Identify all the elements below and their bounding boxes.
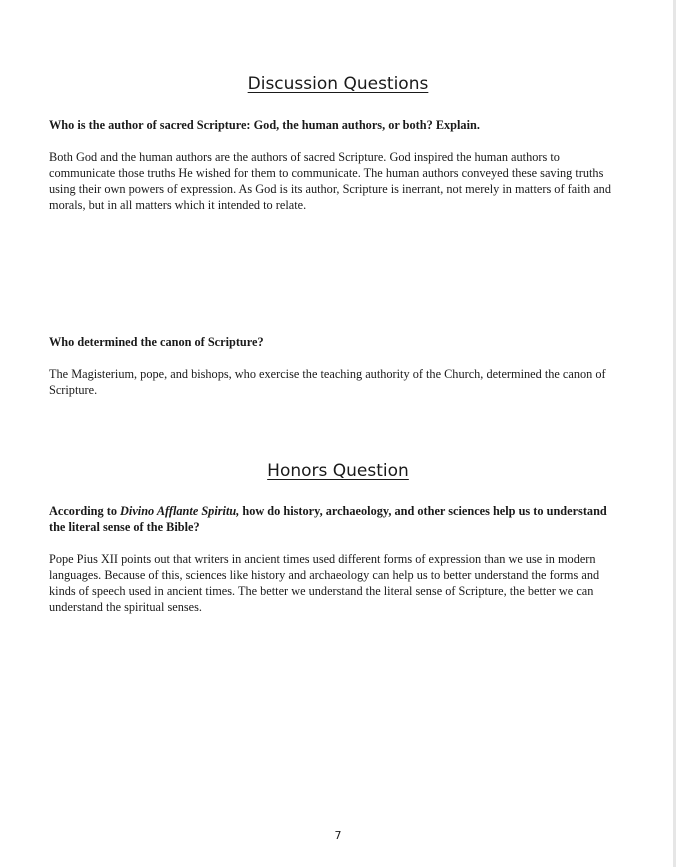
discussion-heading-text: Discussion Questions <box>247 74 429 94</box>
question-canon-of-scripture: Who determined the canon of Scripture? <box>49 335 264 349</box>
honors-heading <box>0 461 676 481</box>
answer-canon-of-scripture: The Magisterium, pope, and bishops, who exercise the teaching authority of the Church, determined the canon of Scripture. <box>49 367 606 397</box>
question-author-of-scripture: Who is the author of sacred Scripture: God, the human authors, or both? Explain. <box>49 118 480 132</box>
page-number: 7 <box>334 829 342 842</box>
answer-honors: Pope Pius XII points out that writers in ancient times used different forms of expression than we use in modern languages. Because of this, sciences like history and archaeology can help us to better understand the forms and kinds of speech used in ancient times. The better we understand the literal sense of Scripture, the better we can understand the spiritual senses. <box>49 552 600 614</box>
question-honors-suffix: how do history, archaeology, and other sciences help us to understand the literal sense of the Bible? <box>49 504 607 534</box>
discussion-heading <box>0 74 676 94</box>
question-honors <box>49 503 624 535</box>
question-honors-title: Divino Afflante Spiritu, <box>120 504 240 518</box>
honors-heading-text: Honors Question <box>267 461 409 481</box>
question-honors-prefix: According to <box>49 504 121 518</box>
answer-author-of-scripture: Both God and the human authors are the authors of sacred Scripture. God inspired the human authors to communicate those truths He wished for them to communicate. The human authors conveyed these saving truths using their own powers of expression. As God is its author, Scripture is inerrant, not merely in matters of faith and morals, but in all matters which it intended to relate. <box>49 150 611 212</box>
